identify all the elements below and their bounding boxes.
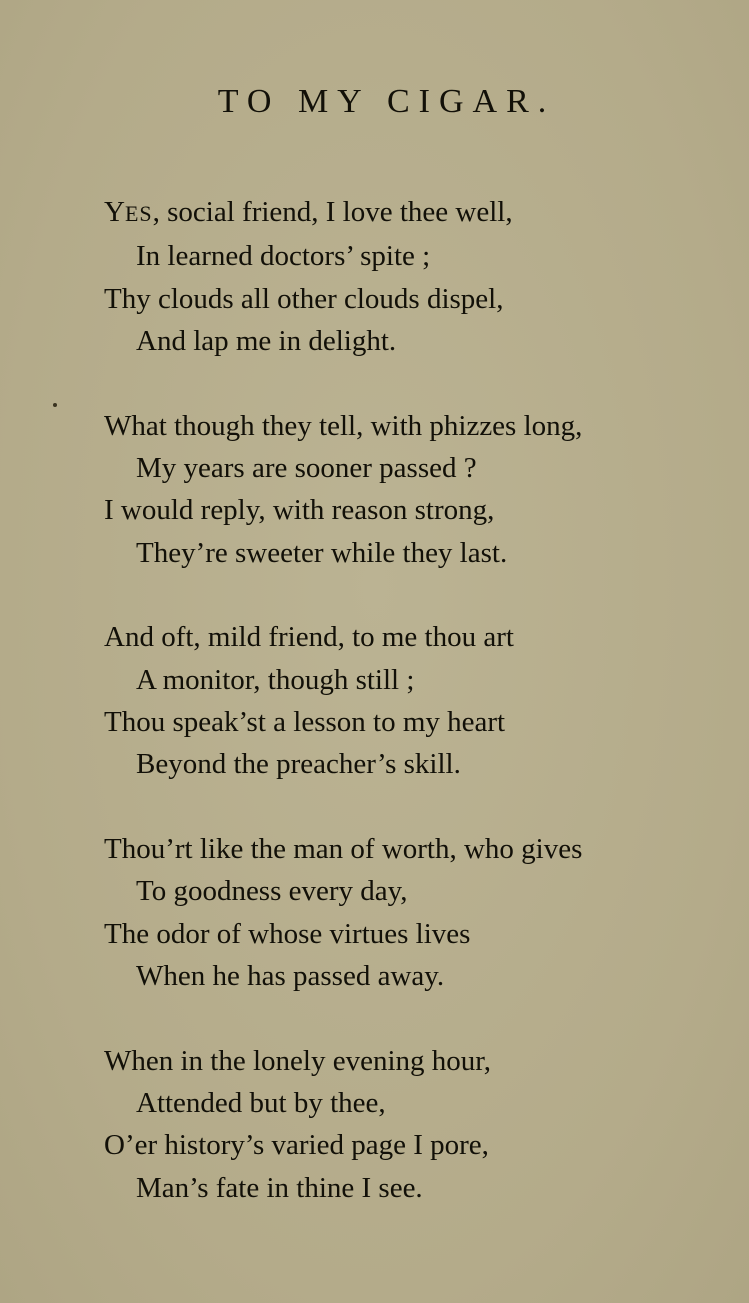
poem-line: Thy clouds all other clouds dispel, [104, 282, 504, 315]
poem-line: My years are sooner passed ? [136, 452, 477, 485]
drop-letter: Y [104, 196, 125, 228]
poem-line: Thou’rt like the man of worth, who gives [104, 832, 583, 865]
poem-line [104, 191, 724, 235]
stanza-4 [104, 828, 724, 998]
poem-line: Attended but by thee, [136, 1086, 386, 1119]
poem-body [104, 191, 724, 1251]
poem-line: Thou speak’st a lesson to my heart [104, 706, 506, 739]
poem-line: They’re sweeter while they last. [136, 536, 508, 569]
poem-line: When he has passed away. [136, 960, 445, 993]
poem-line: In learned doctors’ spite ; [136, 240, 431, 273]
poem-line: To goodness every day, [136, 875, 408, 908]
poem-line: Man’s fate in thine I see. [136, 1171, 423, 1204]
stanza-3 [104, 616, 724, 786]
small-caps-text: ES [124, 201, 153, 226]
poem-line: And lap me in delight. [136, 325, 397, 358]
line-rest: , social friend, I love thee well, [152, 196, 513, 228]
poem-line: O’er history’s varied page I pore, [104, 1129, 489, 1162]
ink-speck [53, 403, 57, 407]
poem-line: Beyond the preacher’s skill. [136, 748, 461, 781]
poem-line: And oft, mild friend, to me thou art [104, 621, 514, 654]
stanza-1 [104, 191, 724, 363]
poem-title: TO MY CIGAR. [217, 83, 556, 120]
poem-line: What though they tell, with phizzes long, [104, 409, 583, 442]
poem-line: I would reply, with reason strong, [104, 494, 495, 527]
poem-line: A monitor, though still ; [136, 663, 415, 696]
stanza-5 [104, 1040, 724, 1210]
stanza-2 [104, 405, 724, 575]
poem-line: When in the lonely evening hour, [104, 1044, 492, 1077]
poem-line: The odor of whose virtues lives [104, 917, 471, 950]
